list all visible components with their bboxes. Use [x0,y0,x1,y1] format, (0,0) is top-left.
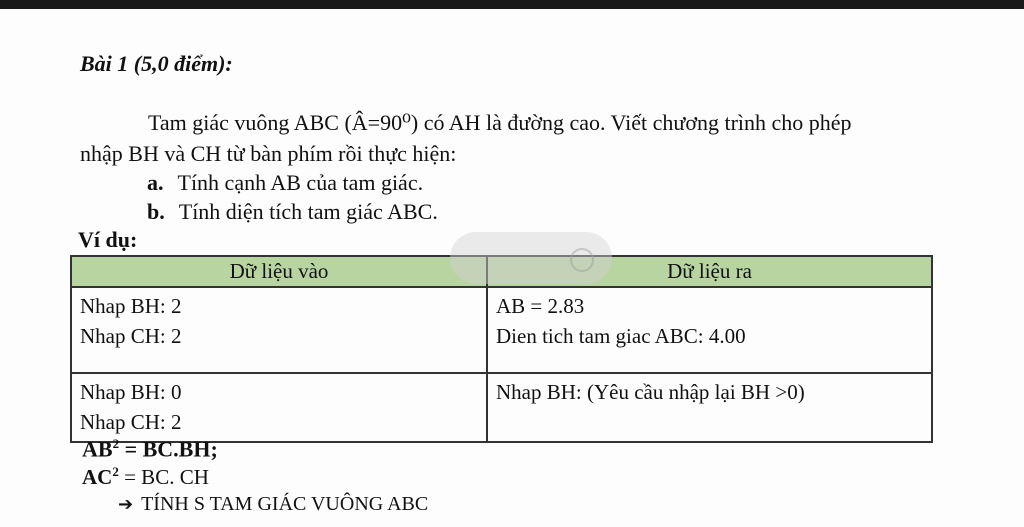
row1-output-line-1: AB = 2.83 [496,294,585,318]
watermark-circle-icon [570,248,594,272]
formula-ac [82,464,209,490]
formula-ac-rhs: = BC. CH [124,465,209,489]
right-arrow-icon: ➔ [118,494,134,515]
table-row [71,287,932,373]
row1-output-cell [487,287,932,373]
row2-output-cell [487,373,932,442]
row1-output-line-2: Dien tich tam giac ABC: 4.00 [496,324,746,348]
problem-line-1: Tam giác vuông ABC (Â=90⁰) có AH là đường cao. Viết chương trình cho phép [148,110,852,135]
task-a-text: Tính cạnh AB của tam giác. [177,170,424,195]
example-label: Ví dụ: [78,227,138,252]
formula-ab-lhs: AB [82,436,113,462]
row2-input-line-1: Nhap BH: 0 [80,380,182,404]
formula-ab [82,436,218,462]
task-b [147,199,438,225]
table-row [71,373,932,442]
row2-input-line-2: Nhap CH: 2 [80,410,182,434]
row1-input-cell [71,287,487,373]
conclusion-text: TÍNH S TAM GIÁC VUÔNG ABC [141,493,429,515]
problem-line-2: nhập BH và CH từ bàn phím rồi thực hiện: [80,141,457,166]
formula-ab-rhs: = BC.BH; [124,436,218,462]
task-a-marker: a. [147,170,164,195]
exercise-title: Bài 1 (5,0 điểm): [80,51,233,76]
formula-ac-exp: 2 [112,464,119,479]
row1-input-line-2: Nhap CH: 2 [80,324,182,348]
header-input: Dữ liệu vào [71,256,487,287]
formula-ab-exp: 2 [112,436,120,451]
task-b-text: Tính diện tích tam giác ABC. [178,199,438,224]
row1-input-line-1: Nhap BH: 2 [80,294,182,318]
formula-ac-lhs: AC [82,465,113,489]
conclusion-note [118,493,428,516]
row2-output-line-1: Nhap BH: (Yêu cầu nhập lại BH >0) [496,380,805,404]
task-b-marker: b. [147,199,165,224]
header-output: Dữ liệu ra [487,256,932,287]
task-a [147,170,423,196]
row2-input-cell [71,373,487,442]
